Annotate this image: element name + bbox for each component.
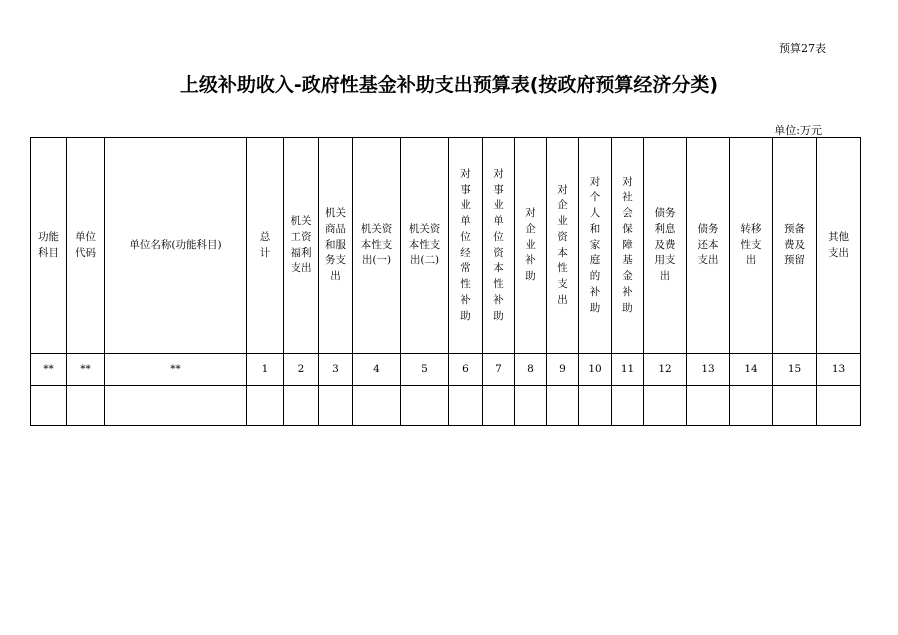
header-cell: 债务 还本 支出	[687, 138, 730, 354]
empty-cell	[31, 386, 67, 426]
empty-cell	[483, 386, 515, 426]
index-cell: 6	[449, 354, 483, 386]
header-cell: 对 事 业 单 位 资 本 性 补 助	[483, 138, 515, 354]
index-cell: 9	[547, 354, 579, 386]
empty-cell	[515, 386, 547, 426]
header-cell: 债务 利息 及费 用支 出	[644, 138, 687, 354]
index-cell: 11	[612, 354, 644, 386]
header-cell: 预备 费及 预留	[773, 138, 817, 354]
empty-cell	[401, 386, 449, 426]
empty-cell	[284, 386, 319, 426]
index-cell: **	[105, 354, 247, 386]
header-cell: 机关资 本性支 出(二)	[401, 138, 449, 354]
header-cell: 功能 科目	[31, 138, 67, 354]
header-cell: 其他 支出	[817, 138, 861, 354]
empty-cell	[547, 386, 579, 426]
header-cell: 机关 商品 和服 务支 出	[319, 138, 353, 354]
index-cell: 13	[817, 354, 861, 386]
index-cell: 1	[247, 354, 284, 386]
unit-label: 单位:万元	[774, 124, 822, 137]
index-cell: 15	[773, 354, 817, 386]
header-cell: 机关 工资 福利 支出	[284, 138, 319, 354]
empty-row	[31, 386, 861, 426]
index-row	[31, 354, 861, 386]
index-cell: **	[67, 354, 105, 386]
index-cell: 2	[284, 354, 319, 386]
header-row	[31, 138, 861, 354]
index-cell: 7	[483, 354, 515, 386]
header-cell: 对 企 业 资 本 性 支 出	[547, 138, 579, 354]
header-cell: 对 事 业 单 位 经 常 性 补 助	[449, 138, 483, 354]
empty-cell	[247, 386, 284, 426]
empty-cell	[353, 386, 401, 426]
header-cell: 对 个 人 和 家 庭 的 补 助	[579, 138, 612, 354]
header-cell: 总 计	[247, 138, 284, 354]
empty-cell	[644, 386, 687, 426]
table-number: 预算27表	[779, 42, 826, 55]
index-cell: 14	[730, 354, 773, 386]
header-cell: 单位 代码	[67, 138, 105, 354]
index-cell: 5	[401, 354, 449, 386]
empty-cell	[773, 386, 817, 426]
empty-cell	[579, 386, 612, 426]
empty-cell	[817, 386, 861, 426]
index-cell: 13	[687, 354, 730, 386]
empty-cell	[730, 386, 773, 426]
index-cell: 12	[644, 354, 687, 386]
empty-cell	[449, 386, 483, 426]
page-title: 上级补助收入-政府性基金补助支出预算表(按政府预算经济分类)	[179, 74, 719, 96]
empty-cell	[319, 386, 353, 426]
empty-cell	[687, 386, 730, 426]
header-cell: 单位名称(功能科目)	[105, 138, 247, 354]
index-cell: 8	[515, 354, 547, 386]
header-cell: 对 社 会 保 障 基 金 补 助	[612, 138, 644, 354]
empty-cell	[67, 386, 105, 426]
empty-cell	[105, 386, 247, 426]
header-cell: 转移 性支 出	[730, 138, 773, 354]
budget-table	[30, 137, 861, 426]
header-cell: 对 企 业 补 助	[515, 138, 547, 354]
index-cell: **	[31, 354, 67, 386]
empty-cell	[612, 386, 644, 426]
index-cell: 4	[353, 354, 401, 386]
index-cell: 3	[319, 354, 353, 386]
header-cell: 机关资 本性支 出(一)	[353, 138, 401, 354]
index-cell: 10	[579, 354, 612, 386]
